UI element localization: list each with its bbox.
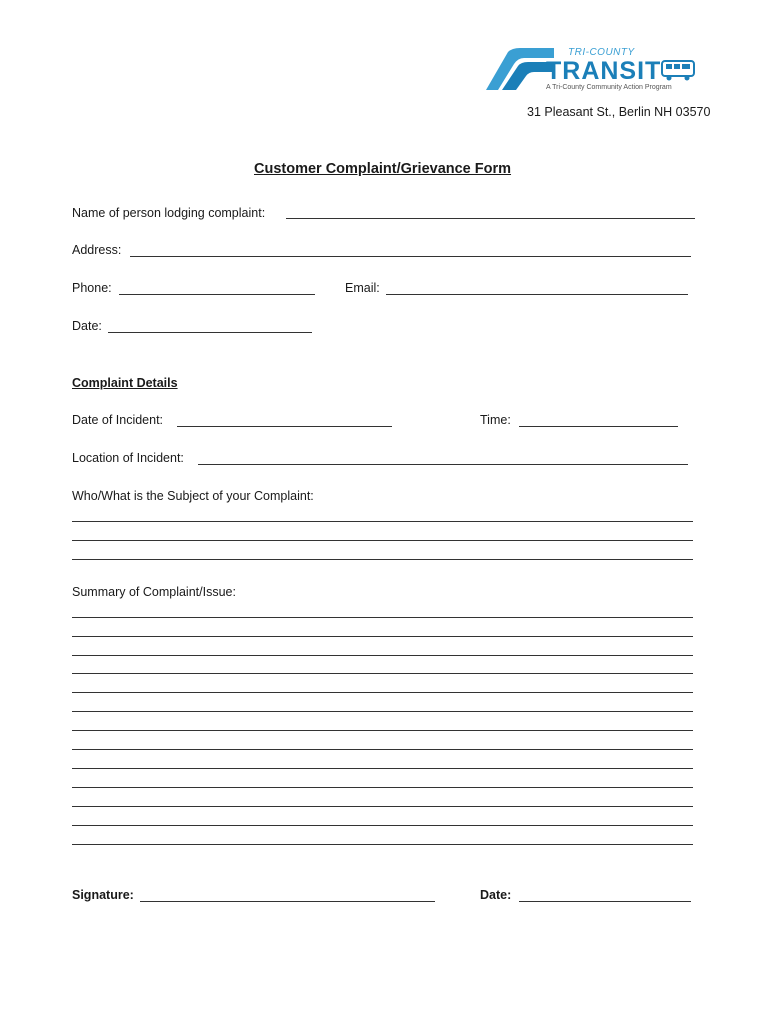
swoosh-logo-icon [484,46,554,92]
incident-date-label: Date of Incident: [72,413,164,427]
summary-line[interactable] [72,692,693,693]
signature-date-label: Date: [480,888,512,902]
summary-line[interactable] [72,730,693,731]
date-label: Date: [72,319,102,333]
summary-line[interactable] [72,806,693,807]
complaint-details-heading: Complaint Details [72,376,178,390]
subject-line[interactable] [72,559,693,560]
summary-line[interactable] [72,617,693,618]
summary-line[interactable] [72,787,693,788]
name-label: Name of person lodging complaint: [72,206,266,220]
time-label: Time: [480,413,511,427]
summary-line[interactable] [72,655,693,656]
signature-date-field[interactable] [519,901,691,902]
logo-transit-text: TRANSIT [546,57,662,85]
subject-label: Who/What is the Subject of your Complaint: [72,489,314,503]
subject-line[interactable] [72,521,693,522]
summary-line[interactable] [72,636,693,637]
address-field[interactable] [130,256,691,257]
signature-field[interactable] [140,901,435,902]
summary-line[interactable] [72,749,693,750]
email-label: Email: [345,281,380,295]
location-label: Location of Incident: [72,451,184,465]
form-title: Customer Complaint/Grievance Form [254,161,512,177]
summary-line[interactable] [72,673,693,674]
organization-address: 31 Pleasant St., Berlin NH 03570 [527,105,711,119]
logo-tri-county-text: TRI-COUNTY [568,47,635,58]
name-field[interactable] [286,218,695,219]
summary-label: Summary of Complaint/Issue: [72,585,236,599]
date-field[interactable] [108,332,312,333]
incident-date-field[interactable] [177,426,392,427]
subject-line[interactable] [72,540,693,541]
bus-icon [660,58,698,82]
summary-line[interactable] [72,768,693,769]
signature-label: Signature: [72,888,134,902]
summary-line[interactable] [72,825,693,826]
phone-field[interactable] [119,294,315,295]
time-field[interactable] [519,426,678,427]
logo-tagline: A Tri-County Community Action Program [546,84,672,91]
summary-line[interactable] [72,844,693,845]
email-field[interactable] [386,294,688,295]
address-label: Address: [72,243,122,257]
summary-line[interactable] [72,711,693,712]
location-field[interactable] [198,464,688,465]
tri-county-transit-logo [484,44,700,96]
phone-label: Phone: [72,281,112,295]
